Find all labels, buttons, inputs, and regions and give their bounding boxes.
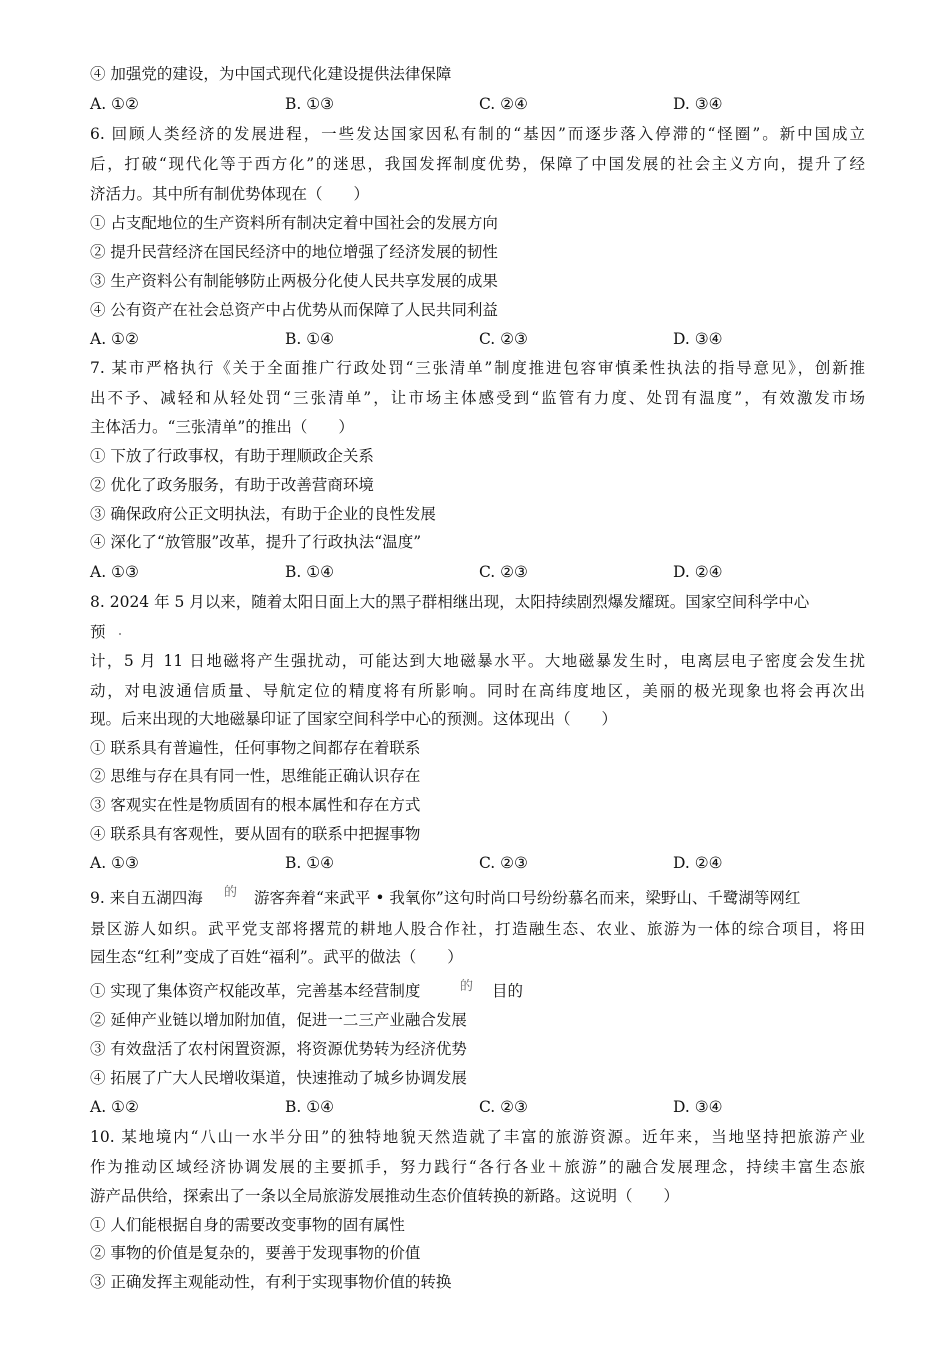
q10-stem-line: 作为推动区域经济协调发展的主要抓手，努力践行“各行各业＋旅游”的融合发展理念，持续丰富生态旅 <box>90 1158 865 1176</box>
q9-option-a[interactable]: A. ①② <box>90 1098 139 1116</box>
q7-options <box>90 561 865 583</box>
q7-statement-1: ① 下放了行政事权，有助于理顺政企关系 <box>90 447 374 465</box>
q8-option-d[interactable]: D. ②④ <box>673 854 723 872</box>
q9-stray-char: 的 <box>224 885 238 900</box>
q7-option-c[interactable]: C. ②③ <box>479 563 528 581</box>
q7-statement-2: ② 优化了政务服务，有助于改善营商环境 <box>90 476 374 494</box>
q8-statement-4: ④ 联系具有客观性，要从固有的联系中把握事物 <box>90 825 421 843</box>
q7-stem-line: 主体活力。“三张清单”的推出（ ） <box>90 418 354 436</box>
q10-statement-2: ② 事物的价值是复杂的，要善于发现事物的价值 <box>90 1244 421 1262</box>
q6-option-a[interactable]: A. ①② <box>90 330 139 348</box>
q9-stem-line: 游客奔着“来武平 • 我氧你”这句时尚口号纷纷慕名而来，梁野山、千鹭湖等网红 <box>254 889 801 907</box>
q6-option-c[interactable]: C. ②③ <box>479 330 528 348</box>
q8-option-b[interactable]: B. ①④ <box>285 854 335 872</box>
q9-stem-line: 景区游人如织。武平党支部将撂荒的耕地人股合作社，打造融生态、农业、旅游为一体的综合项目，将田 <box>90 920 865 938</box>
q6-option-b[interactable]: B. ①④ <box>285 330 335 348</box>
q9-statement-3: ③ 有效盘活了农村闲置资源，将资源优势转为经济优势 <box>90 1040 467 1058</box>
q6-options <box>90 328 865 350</box>
q7-statement-4: ④ 深化了“放管服”改革，提升了行政执法“温度” <box>90 533 422 551</box>
q5-options <box>90 93 865 115</box>
q9-stray-char: 的 <box>460 979 474 994</box>
q10-stem-line: 游产品供给，探索出了一条以全局旅游发展推动生态价值转换的新路。这说明（ ） <box>90 1187 680 1205</box>
q6-statement-4: ④ 公有资产在社会总资产中占优势从而保障了人民共同利益 <box>90 301 498 319</box>
q9-statement-1: ① 实现了集体资产权能改革，完善基本经营制度 <box>90 982 421 1000</box>
q9-stem-line: 9. 来自五湖四海 <box>90 889 203 907</box>
q5-option-c[interactable]: C. ②④ <box>479 95 528 113</box>
q6-statement-1: ① 占支配地位的生产资料所有制决定着中国社会的发展方向 <box>90 214 498 232</box>
q6-option-d[interactable]: D. ③④ <box>673 330 723 348</box>
q10-statement-1: ① 人们能根据自身的需要改变事物的固有属性 <box>90 1216 405 1234</box>
q8-option-a[interactable]: A. ①③ <box>90 854 139 872</box>
stray-mark <box>119 633 121 635</box>
q7-option-b[interactable]: B. ①④ <box>285 563 335 581</box>
q9-statement-1-tail: 目的 <box>492 982 524 1000</box>
q8-stem-line: 现。后来出现的大地磁暴印证了国家空间科学中心的预测。这体现出（ ） <box>90 710 618 728</box>
q9-option-b[interactable]: B. ①④ <box>285 1098 335 1116</box>
q6-stem-line: 济活力。其中所有制优势体现在（ ） <box>90 185 370 203</box>
q9-option-d[interactable]: D. ③④ <box>673 1098 723 1116</box>
q9-statement-2: ② 延伸产业链以增加附加值，促进一二三产业融合发展 <box>90 1011 467 1029</box>
q6-stem-line: 后，打破“现代化等于西方化”的迷思，我国发挥制度优势，保障了中国发展的社会主义方向，提升了经 <box>90 155 865 173</box>
q7-stem-line: 7. 某市严格执行《关于全面推广行政处罚“三张清单”制度推进包容审慎柔性执法的指导意见》，创新推 <box>90 359 865 377</box>
q5-option-a[interactable]: A. ①② <box>90 95 139 113</box>
q8-statement-1: ① 联系具有普遍性，任何事物之间都存在着联系 <box>90 739 421 757</box>
q6-statement-3: ③ 生产资料公有制能够防止两极分化使人民共享发展的成果 <box>90 272 498 290</box>
q8-stem-line: 动，对电波通信质量、导航定位的精度将有所影响。同时在高纬度地区，美丽的极光现象也将会再次出 <box>90 682 865 700</box>
q8-stem-line: 计，5 月 11 日地磁将产生强扰动，可能达到大地磁暴水平。大地磁暴发生时，电离层电子密度会发生扰 <box>90 652 865 670</box>
q6-stem-line: 6. 回顾人类经济的发展进程，一些发达国家因私有制的“基因”而逐步落入停滞的“怪圈”。新中国成立 <box>90 125 865 143</box>
q5-option-b[interactable]: B. ①③ <box>285 95 335 113</box>
q10-statement-3: ③ 正确发挥主观能动性，有利于实现事物价值的转换 <box>90 1273 452 1291</box>
q8-stem-line: 8. 2024 年 5 月以来，随着太阳日面上大的黑子群相继出现，太阳持续剧烈爆发耀斑。国家空间科学中心 <box>90 593 810 611</box>
q7-stem-line: 出不予、减轻和从轻处罚“三张清单”，让市场主体感受到“监管有力度、处罚有温度”，有效激发市场 <box>90 389 865 407</box>
q10-stem-line: 10. 某地境内“八山一水半分田”的独特地貌天然造就了丰富的旅游资源。近年来，当地坚持把旅游产业 <box>90 1128 865 1146</box>
q8-statement-2: ② 思维与存在具有同一性，思维能正确认识存在 <box>90 767 421 785</box>
q9-options <box>90 1096 865 1118</box>
q7-statement-3: ③ 确保政府公正文明执法，有助于企业的良性发展 <box>90 505 436 523</box>
q8-option-c[interactable]: C. ②③ <box>479 854 528 872</box>
q9-option-c[interactable]: C. ②③ <box>479 1098 528 1116</box>
q6-statement-2: ② 提升民营经济在国民经济中的地位增强了经济发展的韧性 <box>90 243 498 261</box>
q5-statement-4: ④ 加强党的建设，为中国式现代化建设提供法律保障 <box>90 65 452 83</box>
q7-option-a[interactable]: A. ①③ <box>90 563 139 581</box>
q8-stem-line: 预 <box>90 623 106 641</box>
q7-option-d[interactable]: D. ②④ <box>673 563 723 581</box>
q9-stem-line: 园生态“红利”变成了百姓“福利”。武平的做法（ ） <box>90 948 463 966</box>
q9-statement-4: ④ 拓展了广大人民增收渠道，快速推动了城乡协调发展 <box>90 1069 467 1087</box>
q5-option-d[interactable]: D. ③④ <box>673 95 723 113</box>
q8-statement-3: ③ 客观实在性是物质固有的根本属性和存在方式 <box>90 796 421 814</box>
q8-options <box>90 852 865 874</box>
